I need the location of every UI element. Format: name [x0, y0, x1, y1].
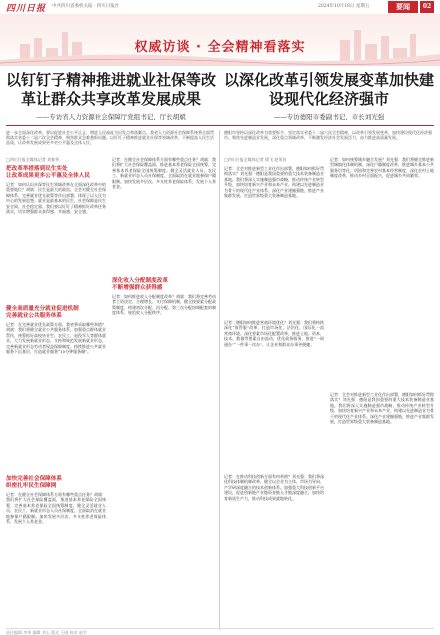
right-body-3: 记者：在推动科技创新方面有何举措？刘光强：我们将深化科技体制机制改革，健全以企业为主体、市场为导向、产学研深度融合的技术创新体系。加强重大科技创新平台建设，促进创新链产业链资金链人才链深度融合，加快培育新质生产力，推动科技成果就地转化。 [224, 474, 324, 501]
right-reporter: □四川日报全媒体记者 徐飞 赵荣昌 [224, 157, 287, 162]
right-byline: ——专访德阳市委副书记、市长刘光强 [273, 113, 385, 121]
left-headline: 以钉钉子精神推进就业社保等改革让群众共享改革发展成果 [6, 71, 217, 108]
banner-title: 权威访谈 · 全会精神看落实 [134, 40, 306, 55]
page-footer: 责任编辑 李华 编辑 刘玉 版式 王刚 校对 赵学 [6, 628, 434, 635]
section-badge: 要闻 [388, 1, 418, 13]
newspaper-logo: 四川日报 [6, 4, 47, 14]
column-banner [0, 14, 440, 66]
right-body-5: 记者：全会对推进新型工业化作出部署，德阳如何抓好贯彻落实？刘光强：德阳是我国重要的重大技术装备制造业基地。我们将深入实施制造强市战略，推动传统产业转型升级，加快培育新兴产业和未来产业，构建以先进制造业为骨干的现代化产业体系。深化产业建圈强链，推进产业集群发展，打造世界级重大装备制造基地。 [330, 392, 434, 425]
left-reporter: □四川日报全媒体记者 刘春华 [6, 157, 60, 162]
right-body-4: 记者：如何统筹城乡融合发展？刘光强：我们将健全推进新型城镇化体制机制，深化户籍制度改革，推进城乡基本公共服务均等化。巩固和完善农村基本经营制度，深化农村土地制度改革，推动乡村全面振兴，促进城乡共同繁荣。 [330, 157, 434, 179]
right-lead-paragraph: 德阳市坚持以深化改革为重要抓手，坚定落实省委十二届六次全会精神，以改革引领发展变革，加快建设现代化经济强市。聚焦先进制造业发展，深化重点领域改革，不断激发经济社会发展活力，奋力推进高质量发展。 [224, 130, 432, 141]
left-body-col2-top: 记者：在健全社会保障体系方面有哪些重点任务？胡斌：我们将扩大社会保险覆盖面，推进基本养老保险全国统筹，完善基本养老保险全国统筹制度。健全灵活就业人员、农民工、新就业形态人员社保制度，全面取消在就业地参保户籍限制。加快发展多层次、多支柱养老保险体系，发展个人养老金。 [112, 157, 216, 190]
left-subhead-1: 把改革举措落到民生实处 让改革成果更多公平惠及全体人民 [6, 166, 90, 179]
left-subhead-2: 健全高质量充分就业促进机制 完善就业公共服务体系 [6, 306, 79, 319]
left-subhead-4: 深化收入分配制度改革 不断增强群众获得感 [112, 278, 168, 291]
right-body-2: 记者：德阳如何推进营商环境优化？刘光强：我们将持续深化“放管服”改革，打造市场化、法治化、国际化一流营商环境。深化要素市场化配置改革，推进土地、资本、技术、数据等要素自由流动，优化政务服务，推进“一网通办”“一件事一次办”，让企业和群众办事更便捷。 [224, 320, 324, 347]
masthead-subtitle: 中共四川省委机关报 · 四川日报社 [52, 4, 120, 9]
right-body-1: 记者：全会对推进新型工业化作出部署，德阳如何抓好贯彻落实？刘光强：德阳是我国重要的重大技术装备制造业基地。我们将深入实施制造强市战略，推动传统产业转型升级，加快培育新兴产业和未来产业，构建以先进制造业为骨干的现代化产业体系。深化产业建圈强链，推进产业集群发展，打造世界级重大装备制造基地。 [224, 166, 324, 199]
column-divider [219, 130, 220, 630]
left-body-1: 记者：如何认识社保等民生领域改革在全面深化改革中的重要地位？胡斌：民生是最大的政治。全会对健全社会保障体系、完善就业优先政策等作出部署，体现了以人民为中心的发展思想。就业是最基本的民生，社会保障是民生安全网、社会稳定器。我们要以钉钉子精神抓好改革任务落实，切实增强群众获得感、幸福感、安全感。 [6, 182, 106, 215]
left-body-2: 记者：在完善就业优先政策方面，我省将采取哪些举措？胡斌：我们将健全就业公共服务体系，加强重点群体就业帮扶，统筹抓好高校毕业生、农民工、退役军人等群体就业。大力发展新就业形态，支持和规范发展新就业形态，完善新就业形态劳动者权益保障制度。持续推进公共就业服务下沉基层，打造就业服务“15分钟服务圈”。 [6, 322, 106, 355]
left-body-3: 记者：在健全社会保障体系方面有哪些重点任务？胡斌：我们将扩大社会保险覆盖面，推进基本养老保险全国统筹，完善基本养老保险全国统筹制度。健全灵活就业人员、农民工、新就业形态人员社保制度，全面取消在就业地参保户籍限制。加快发展多层次、多支柱养老保险体系，发展个人养老金。 [6, 492, 106, 525]
page-number: 02 [420, 1, 434, 13]
left-lead-paragraph: 进一步全面深化改革，要以促进社会公平正义、增进人民福祉为出发点和落脚点。我省人力资源社会保障系统将全面贯彻落实省委十二届六次全会精神，聚焦群众急难愁盼问题，以钉钉子精神推进就业社保等领域改革，不断提高人民生活品质，让改革发展成果更多更公平惠及全体人民。 [6, 130, 214, 146]
left-byline: ——专访省人力资源社会保障厅党组书记、厅长胡斌 [36, 113, 186, 121]
left-body-4: 记者：如何推进收入分配制度改革？胡斌：我们将完善劳动者工资决定、合理增长、支付保障机制，健全按要素分配政策制度，构建初次分配、再分配、第三次分配协调配套的制度体系，规范收入分配秩序。 [112, 294, 216, 316]
left-subhead-3: 加快完善社会保障体系 织密扎牢民生保障网 [6, 476, 62, 489]
headline-divider [6, 125, 434, 126]
issue-date: 2024年10月18日 星期五 [318, 4, 370, 9]
right-headline: 以深化改革引领发展变革加快建设现代化经济强市 [224, 71, 435, 108]
